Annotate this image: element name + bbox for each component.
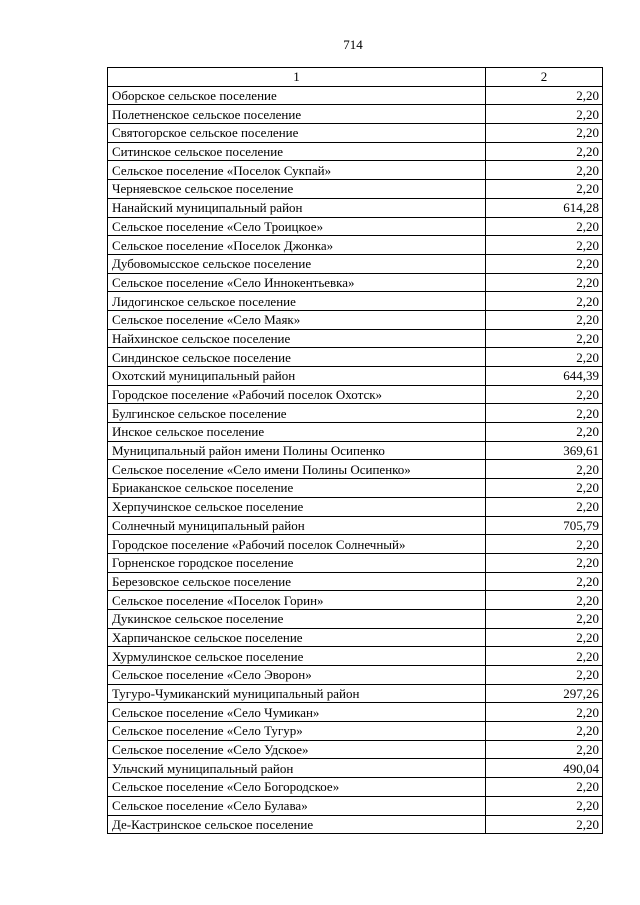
municipality-name-cell: Горненское городское поселение (108, 553, 486, 572)
value-cell: 2,20 (486, 591, 603, 610)
table-row (108, 329, 603, 348)
value-cell: 2,20 (486, 273, 603, 292)
header-row (108, 68, 603, 87)
value-cell: 2,20 (486, 703, 603, 722)
value-cell: 2,20 (486, 292, 603, 311)
value-cell: 2,20 (486, 666, 603, 685)
table-row (108, 180, 603, 199)
municipality-name-cell: Оборское сельское поселение (108, 86, 486, 105)
municipality-name-cell: Инское сельское поселение (108, 423, 486, 442)
table-row (108, 497, 603, 516)
municipality-name-cell: Тугуро-Чумиканский муниципальный район (108, 684, 486, 703)
value-cell: 369,61 (486, 441, 603, 460)
municipality-name-cell: Городское поселение «Рабочий поселок Охотск» (108, 385, 486, 404)
municipality-name-cell: Охотский муниципальный район (108, 367, 486, 386)
value-cell: 2,20 (486, 778, 603, 797)
table-row (108, 535, 603, 554)
municipality-name-cell: Харпичанское сельское поселение (108, 628, 486, 647)
municipality-name-cell: Сельское поселение «Село Тугур» (108, 722, 486, 741)
value-cell: 2,20 (486, 105, 603, 124)
municipality-name-cell: Березовское сельское поселение (108, 572, 486, 591)
municipality-name-cell: Синдинское сельское поселение (108, 348, 486, 367)
table-row (108, 254, 603, 273)
municipality-name-cell: Нанайский муниципальный район (108, 198, 486, 217)
value-cell: 2,20 (486, 815, 603, 834)
table-row (108, 161, 603, 180)
municipality-name-cell: Дубовомысское сельское поселение (108, 254, 486, 273)
value-cell: 2,20 (486, 348, 603, 367)
table-row (108, 684, 603, 703)
value-cell: 2,20 (486, 217, 603, 236)
table-row (108, 423, 603, 442)
value-cell: 2,20 (486, 460, 603, 479)
value-cell: 2,20 (486, 310, 603, 329)
municipality-name-cell: Сельское поселение «Поселок Сукпай» (108, 161, 486, 180)
value-cell: 2,20 (486, 479, 603, 498)
table-row (108, 273, 603, 292)
municipality-name-cell: Найхинское сельское поселение (108, 329, 486, 348)
value-cell: 644,39 (486, 367, 603, 386)
table-row (108, 666, 603, 685)
table-row (108, 815, 603, 834)
value-cell: 2,20 (486, 535, 603, 554)
value-cell: 2,20 (486, 254, 603, 273)
municipality-name-cell: Солнечный муниципальный район (108, 516, 486, 535)
column-header-2: 2 (486, 68, 603, 87)
value-cell: 2,20 (486, 124, 603, 143)
municipality-name-cell: Сельское поселение «Село Троицкое» (108, 217, 486, 236)
table-row (108, 778, 603, 797)
municipality-name-cell: Сельское поселение «Село Удское» (108, 740, 486, 759)
value-cell: 2,20 (486, 423, 603, 442)
value-cell: 2,20 (486, 180, 603, 199)
municipality-name-cell: Сельское поселение «Село Булава» (108, 796, 486, 815)
municipality-name-cell: Городское поселение «Рабочий поселок Солнечный» (108, 535, 486, 554)
value-cell: 490,04 (486, 759, 603, 778)
value-cell: 2,20 (486, 497, 603, 516)
table-header (108, 68, 603, 87)
value-cell: 2,20 (486, 796, 603, 815)
value-cell: 2,20 (486, 142, 603, 161)
table-row (108, 86, 603, 105)
municipality-name-cell: Сельское поселение «Село Иннокентьевка» (108, 273, 486, 292)
table-row (108, 367, 603, 386)
municipality-name-cell: Полетненское сельское поселение (108, 105, 486, 124)
municipality-name-cell: Сельское поселение «Поселок Горин» (108, 591, 486, 610)
value-cell: 2,20 (486, 572, 603, 591)
value-cell: 2,20 (486, 722, 603, 741)
value-cell: 2,20 (486, 647, 603, 666)
table-row (108, 703, 603, 722)
municipality-name-cell: Лидогинское сельское поселение (108, 292, 486, 311)
table-row (108, 441, 603, 460)
municipality-name-cell: Ситинское сельское поселение (108, 142, 486, 161)
value-cell: 297,26 (486, 684, 603, 703)
table-body (108, 86, 603, 834)
municipality-name-cell: Сельское поселение «Село Маяк» (108, 310, 486, 329)
value-cell: 2,20 (486, 553, 603, 572)
table-row (108, 348, 603, 367)
municipality-name-cell: Булгинское сельское поселение (108, 404, 486, 423)
table-row (108, 647, 603, 666)
municipality-name-cell: Сельское поселение «Поселок Джонка» (108, 236, 486, 255)
table-row (108, 460, 603, 479)
municipality-name-cell: Де-Кастринское сельское поселение (108, 815, 486, 834)
municipality-name-cell: Сельское поселение «Село Чумикан» (108, 703, 486, 722)
table-row (108, 796, 603, 815)
value-cell: 2,20 (486, 609, 603, 628)
municipality-name-cell: Сельское поселение «Село имени Полины Осипенко» (108, 460, 486, 479)
table-row (108, 609, 603, 628)
municipality-name-cell: Муниципальный район имени Полины Осипенко (108, 441, 486, 460)
table-row (108, 292, 603, 311)
table-row (108, 385, 603, 404)
table-row (108, 217, 603, 236)
value-cell: 705,79 (486, 516, 603, 535)
municipality-name-cell: Хурмулинское сельское поселение (108, 647, 486, 666)
table-row (108, 404, 603, 423)
table-row (108, 236, 603, 255)
table-row (108, 105, 603, 124)
municipality-name-cell: Херпучинское сельское поселение (108, 497, 486, 516)
table-row (108, 310, 603, 329)
municipality-name-cell: Бриаканское сельское поселение (108, 479, 486, 498)
table-row (108, 479, 603, 498)
municipality-name-cell: Сельское поселение «Село Эворон» (108, 666, 486, 685)
data-table (107, 67, 603, 834)
table-row (108, 591, 603, 610)
table-row (108, 572, 603, 591)
table-row (108, 759, 603, 778)
table-row (108, 722, 603, 741)
municipality-name-cell: Сельское поселение «Село Богородское» (108, 778, 486, 797)
table-row (108, 628, 603, 647)
municipality-name-cell: Черняевское сельское поселение (108, 180, 486, 199)
table-row (108, 516, 603, 535)
municipality-name-cell: Святогорское сельское поселение (108, 124, 486, 143)
value-cell: 2,20 (486, 740, 603, 759)
table-row (108, 198, 603, 217)
municipality-name-cell: Дукинское сельское поселение (108, 609, 486, 628)
value-cell: 2,20 (486, 329, 603, 348)
municipality-name-cell: Ульчский муниципальный район (108, 759, 486, 778)
table-row (108, 142, 603, 161)
table-row (108, 740, 603, 759)
value-cell: 2,20 (486, 628, 603, 647)
table-row (108, 553, 603, 572)
value-cell: 2,20 (486, 236, 603, 255)
value-cell: 614,28 (486, 198, 603, 217)
value-cell: 2,20 (486, 404, 603, 423)
column-header-1: 1 (108, 68, 486, 87)
value-cell: 2,20 (486, 385, 603, 404)
value-cell: 2,20 (486, 161, 603, 180)
value-cell: 2,20 (486, 86, 603, 105)
page-number: 714 (343, 37, 363, 52)
table-row (108, 124, 603, 143)
